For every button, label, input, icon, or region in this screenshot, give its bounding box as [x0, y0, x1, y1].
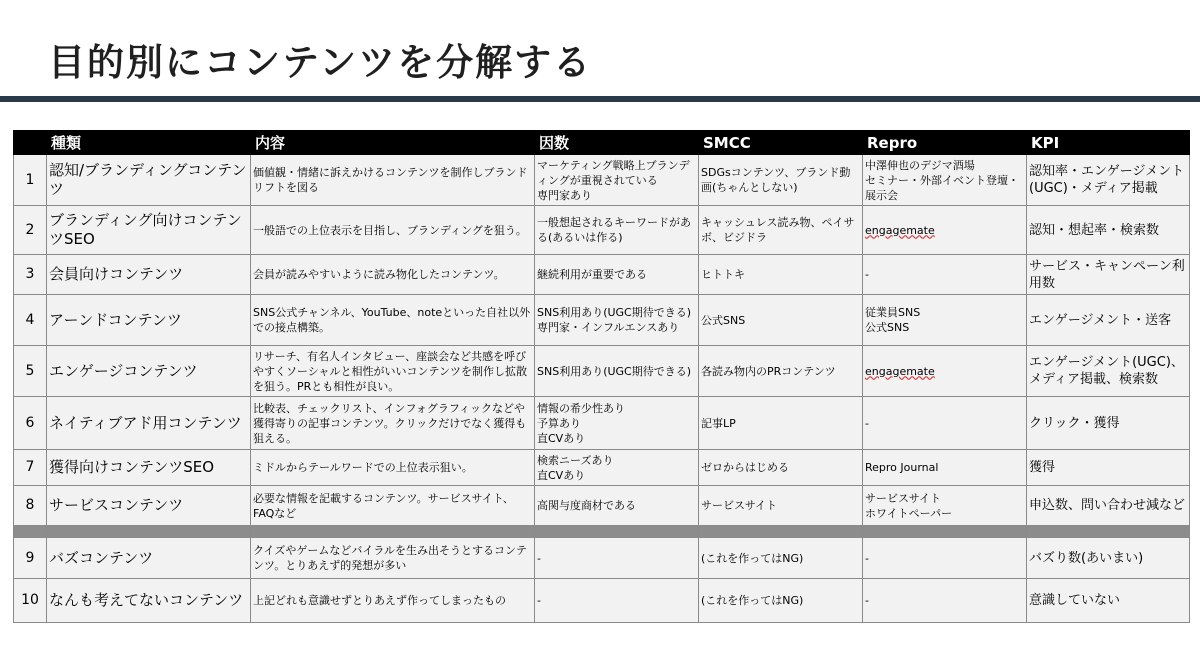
table-row	[14, 206, 1190, 255]
row-factor-text: -	[537, 594, 541, 607]
row-smcc-text: 公式SNS	[701, 313, 746, 327]
row-content	[251, 206, 535, 255]
row-content-text: 会員が読みやすいように読み物化したコンテンツ。	[253, 268, 505, 281]
row-type-text: サービスコンテンツ	[49, 496, 184, 514]
row-factor	[535, 206, 699, 255]
row-number	[14, 255, 47, 295]
row-content	[251, 346, 535, 397]
row-repro-text: サービスサイト ホワイトペーパー	[865, 491, 953, 520]
row-smcc-text: SDGsコンテンツ、ブランド動画(ちゃんとしない)	[701, 166, 851, 194]
row-type	[47, 295, 251, 346]
separator-cell	[535, 526, 699, 538]
row-content	[251, 579, 535, 623]
row-kpi	[1027, 579, 1190, 623]
row-kpi	[1027, 346, 1190, 397]
row-repro	[863, 397, 1027, 450]
row-factor	[535, 538, 699, 579]
row-factor-text: -	[537, 551, 541, 565]
row-type-text: 認知/ブランディングコンテンツ	[49, 161, 247, 198]
row-smcc	[699, 397, 863, 450]
row-number	[14, 397, 47, 450]
row-kpi	[1027, 450, 1190, 486]
row-number-text: 3	[25, 266, 35, 282]
row-smcc	[699, 579, 863, 623]
row-smcc-text: キャッシュレス読み物、ペイサボ、ビジドラ	[701, 216, 855, 244]
row-smcc-text: ゼロからはじめる	[701, 461, 789, 474]
table-row	[14, 579, 1190, 623]
row-repro	[863, 538, 1027, 579]
row-factor-text: SNS利用あり(UGC期待できる)	[537, 364, 692, 378]
row-repro	[863, 346, 1027, 397]
row-smcc	[699, 450, 863, 486]
row-repro	[863, 295, 1027, 346]
row-kpi-text: バズり数(あいまい)	[1029, 550, 1144, 566]
row-type	[47, 346, 251, 397]
row-repro	[863, 579, 1027, 623]
row-factor	[535, 346, 699, 397]
separator-cell	[251, 526, 535, 538]
row-number	[14, 155, 47, 206]
row-smcc	[699, 486, 863, 526]
row-repro-text: engagemate	[865, 223, 935, 237]
row-kpi-text: サービス・キャンペーン利用数	[1029, 258, 1185, 291]
row-factor-text: SNS利用あり(UGC期待できる) 専門家・インフルエンスあり	[537, 306, 692, 334]
row-content-text: 必要な情報を記載するコンテンツ。サービスサイト、FAQなど	[253, 491, 514, 520]
table-body	[14, 155, 1190, 623]
table-row	[14, 486, 1190, 526]
row-content-text: SNS公式チャンネル、YouTube、noteといった自社以外での接点構築。	[253, 306, 531, 334]
row-smcc-text: 各読み物内のPRコンテンツ	[701, 364, 836, 378]
row-smcc	[699, 295, 863, 346]
table-row	[14, 450, 1190, 486]
table-row	[14, 255, 1190, 295]
row-number-text: 5	[25, 362, 35, 379]
row-content-text: 比較表、チェックリスト、インフォグラフィックなどや獲得寄りの記事コンテンツ。クリックだけでなく獲得も狙える。	[253, 401, 527, 445]
separator-cell	[863, 526, 1027, 538]
row-number-text: 1	[25, 171, 35, 188]
row-factor-text: 検索ニーズあり 直CVあり	[537, 453, 614, 482]
row-content-text: クイズやゲームなどバイラルを生み出そうとするコンテンツ。とりあえず的発想が多い	[253, 544, 528, 572]
header-repro: Repro	[863, 131, 1027, 155]
table-header-row	[14, 131, 1190, 155]
header-factor: 因数	[535, 131, 699, 155]
row-type-text: エンゲージコンテンツ	[49, 361, 198, 380]
row-factor	[535, 155, 699, 206]
row-type	[47, 255, 251, 295]
table-row	[14, 295, 1190, 346]
table-separator-row	[14, 526, 1190, 538]
row-factor	[535, 295, 699, 346]
row-repro-text: 従業員SNS 公式SNS	[865, 306, 921, 334]
row-number	[14, 486, 47, 526]
row-content	[251, 155, 535, 206]
row-content-text: 上記どれも意識せずとりあえず作ってしまったもの	[253, 594, 506, 607]
row-repro-text: -	[865, 551, 869, 565]
row-kpi-text: エンゲージメント・送客	[1029, 312, 1172, 328]
row-kpi-text: 獲得	[1029, 460, 1056, 475]
row-type	[47, 397, 251, 450]
row-kpi	[1027, 295, 1190, 346]
row-number	[14, 579, 47, 623]
row-type-text: アーンドコンテンツ	[49, 310, 182, 329]
table-row	[14, 346, 1190, 397]
row-type-text: ネイティブアド用コンテンツ	[49, 413, 242, 432]
row-kpi-text: 意識していない	[1029, 593, 1121, 608]
row-type-text: 会員向けコンテンツ	[49, 265, 184, 283]
row-repro-text: -	[865, 594, 869, 607]
row-content	[251, 255, 535, 295]
header-number	[14, 131, 47, 155]
row-factor	[535, 579, 699, 623]
header-smcc: SMCC	[699, 131, 863, 155]
row-repro-text: engagemate	[865, 364, 935, 378]
row-number-text: 2	[25, 221, 35, 238]
row-kpi-text: エンゲージメント(UGC)、メディア掲載、検索数	[1029, 355, 1184, 387]
row-factor-text: 継続利用が重要である	[537, 268, 647, 281]
row-content	[251, 397, 535, 450]
row-number-text: 10	[21, 592, 39, 608]
row-type	[47, 579, 251, 623]
row-type-text: バズコンテンツ	[49, 548, 154, 567]
row-content	[251, 450, 535, 486]
row-number	[14, 538, 47, 579]
row-type	[47, 538, 251, 579]
row-type-text: 獲得向けコンテンツSEO	[49, 458, 215, 476]
row-number	[14, 295, 47, 346]
row-smcc	[699, 206, 863, 255]
row-factor	[535, 486, 699, 526]
separator-cell	[47, 526, 251, 538]
row-kpi	[1027, 206, 1190, 255]
row-smcc	[699, 538, 863, 579]
row-smcc-text: 記事LP	[701, 416, 736, 430]
row-smcc-text: ヒトトキ	[701, 268, 745, 281]
row-content	[251, 486, 535, 526]
row-number-text: 6	[25, 414, 35, 431]
row-content-text: 価値観・情緒に訴えかけるコンテンツを制作しブランドリフトを図る	[253, 166, 528, 194]
row-repro	[863, 486, 1027, 526]
row-number-text: 4	[25, 311, 35, 328]
row-repro-text: -	[865, 416, 869, 430]
row-number	[14, 450, 47, 486]
row-type-text: なんも考えてないコンテンツ	[49, 591, 244, 609]
row-content	[251, 538, 535, 579]
content-type-table	[13, 130, 1190, 623]
separator-cell	[14, 526, 47, 538]
row-number	[14, 346, 47, 397]
row-factor-text: 一般想起されるキーワードがある(あるいは作る)	[537, 216, 691, 244]
row-number-text: 8	[25, 497, 35, 513]
row-type-text: ブランディング向けコンテンツSEO	[49, 211, 242, 248]
row-factor-text: 高関与度商材である	[537, 499, 636, 512]
row-kpi	[1027, 397, 1190, 450]
row-type	[47, 486, 251, 526]
row-repro-text: Repro Journal	[865, 461, 939, 474]
header-kpi: KPI	[1027, 131, 1190, 155]
row-smcc-text: サービスサイト	[701, 499, 778, 512]
row-number-text: 7	[25, 459, 35, 475]
table-row	[14, 397, 1190, 450]
row-factor-text: 情報の希少性あり 予算あり 直CVあり	[537, 401, 625, 445]
separator-cell	[1027, 526, 1190, 538]
row-factor	[535, 255, 699, 295]
row-number-text: 9	[25, 549, 35, 566]
row-type	[47, 206, 251, 255]
table-row	[14, 155, 1190, 206]
row-number	[14, 206, 47, 255]
row-factor	[535, 450, 699, 486]
row-smcc-text: (これを作ってはNG)	[701, 551, 804, 565]
row-kpi	[1027, 255, 1190, 295]
row-kpi	[1027, 538, 1190, 579]
table-row	[14, 538, 1190, 579]
row-repro-text: -	[865, 268, 869, 281]
row-kpi-text: 認知・想起率・検索数	[1029, 222, 1160, 238]
row-repro	[863, 450, 1027, 486]
row-kpi-text: 認知率・エンゲージメント(UGC)・メディア掲載	[1029, 164, 1185, 196]
row-content-text: 一般語での上位表示を目指し、ブランディングを狙う。	[253, 223, 527, 237]
page-title: 目的別にコンテンツを分解する	[48, 41, 593, 84]
row-factor-text: マーケティング戦略上ブランディングが重視されている 専門家あり	[537, 158, 690, 202]
header-type: 種類	[47, 131, 251, 155]
row-kpi	[1027, 155, 1190, 206]
row-repro-text: 中澤伸也のデジマ酒場 セミナー・外部イベント登壇・展示会	[865, 158, 1019, 202]
row-repro	[863, 255, 1027, 295]
row-kpi	[1027, 486, 1190, 526]
row-content-text: リサーチ、有名人インタビュー、座談会など共感を呼びやすくソーシャルと相性がいいコンテンツを制作し拡散を狙う。PRとも相性が良い。	[253, 349, 528, 393]
row-content-text: ミドルからテールワードでの上位表示狙い。	[253, 461, 473, 474]
row-smcc	[699, 255, 863, 295]
row-smcc	[699, 155, 863, 206]
row-kpi-text: クリック・獲得	[1029, 415, 1120, 431]
title-divider	[0, 96, 1200, 102]
row-content	[251, 295, 535, 346]
row-type	[47, 450, 251, 486]
header-content: 内容	[251, 131, 535, 155]
row-repro	[863, 206, 1027, 255]
row-smcc	[699, 346, 863, 397]
row-repro	[863, 155, 1027, 206]
row-type	[47, 155, 251, 206]
row-kpi-text: 申込数、問い合わせ減など	[1029, 498, 1186, 513]
row-smcc-text: (これを作ってはNG)	[701, 594, 804, 607]
row-factor	[535, 397, 699, 450]
separator-cell	[699, 526, 863, 538]
